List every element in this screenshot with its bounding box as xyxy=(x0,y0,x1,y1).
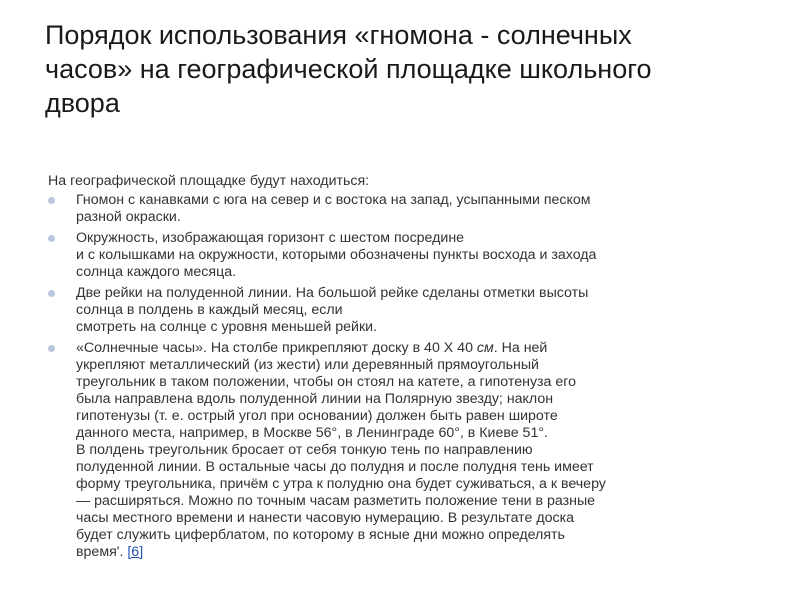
bullet-list xyxy=(48,192,748,561)
text-line: смотреть на солнце с уровня меньшей рейки. xyxy=(76,319,378,335)
title-line: Порядок использования «гномона - солнечных xyxy=(45,20,632,50)
bullet-icon xyxy=(48,197,55,204)
text-line: гипотенузы (т. е. острый угол при основании) должен быть равен широте xyxy=(76,408,558,424)
text-line: — расширяться. Можно по точным часам разметить положение тени в разные xyxy=(76,493,596,509)
text-line: солнца каждого месяца. xyxy=(76,264,237,280)
bullet-icon xyxy=(48,235,55,242)
title-line: двора xyxy=(45,88,120,118)
reference-link[interactable]: [6] xyxy=(127,544,144,560)
text-line: треугольник в таком положении, чтобы он стоял на катете, а гипотенуза его xyxy=(76,374,577,390)
text-line: данного места, например, в Москве 56°, в Ленинграде 60°, в Киеве 51°. xyxy=(76,425,548,441)
list-item xyxy=(48,192,748,226)
list-item xyxy=(48,285,748,336)
text-line: В полдень треугольник бросает от себя тонкую тень по направлению xyxy=(76,442,533,458)
text-line: разной окраски. xyxy=(76,209,181,225)
list-item xyxy=(48,340,748,561)
text-line xyxy=(76,544,748,561)
text-line: полуденной линии. В остальные часы до полудня и после полудня тень имеет xyxy=(76,459,594,475)
text-line: Окружность, изображающая горизонт с шестом посредине xyxy=(76,230,465,246)
title-line: часов» на географической площадке школьного xyxy=(45,54,652,84)
unit-text: см xyxy=(476,340,494,356)
text-line: солнца в полдень в каждый месяц, если xyxy=(76,302,343,318)
text-line: укрепляют металлический (из жести) или деревянный прямоугольный xyxy=(76,357,539,373)
text-line: Гномон с канавками с юга на север и с востока на запад, усыпанными песком xyxy=(76,192,591,208)
bullet-icon xyxy=(48,345,55,352)
text-fragment: . На ней xyxy=(493,340,548,356)
list-item xyxy=(48,230,748,281)
slide-body xyxy=(48,173,748,565)
text-fragment: время'. xyxy=(76,544,128,560)
text-line: и с колышками на окружности, которыми обозначены пункты восхода и захода xyxy=(76,247,597,263)
intro-text: На географической площадке будут находиться: xyxy=(48,173,370,189)
slide-title xyxy=(45,18,745,120)
text-line: была направлена вдоль полуденной линии на Полярную звезду; наклон xyxy=(76,391,554,407)
text-fragment: «Солнечные часы». На столбе прикрепляют доску в 40 X 40 xyxy=(76,340,477,356)
text-line: форму треугольника, причём с утра к полудню она будет суживаться, а к вечеру xyxy=(76,476,606,492)
text-line: часы местного времени и нанести часовую нумерацию. В результате доска xyxy=(76,510,575,526)
text-line: будет служить циферблатом, по которому в ясные дни можно определять xyxy=(76,527,565,543)
text-line xyxy=(76,340,748,357)
bullet-icon xyxy=(48,290,55,297)
text-line: Две рейки на полуденной линии. На большой рейке сделаны отметки высоты xyxy=(76,285,589,301)
